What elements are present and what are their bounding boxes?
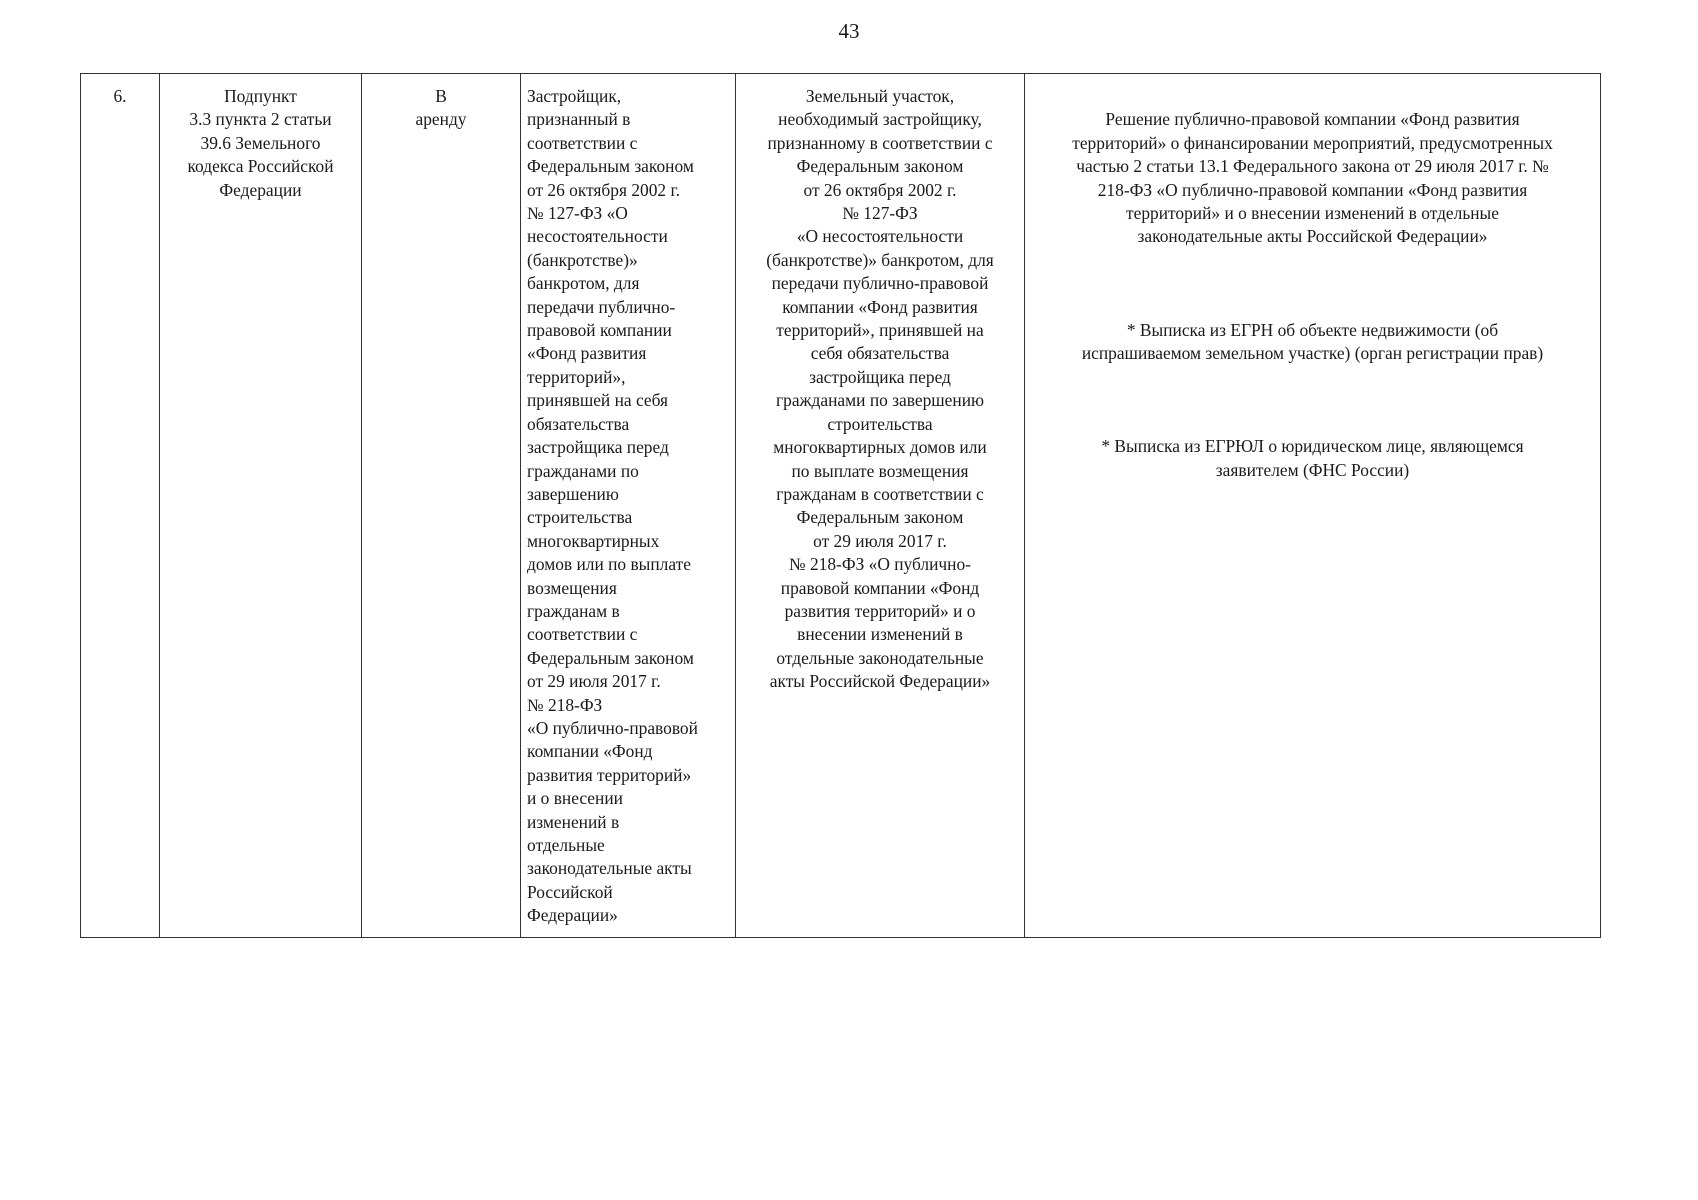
page-number: 43 — [838, 19, 860, 43]
land-plot-cell: Земельный участок, необходимый застройщику, признанному в соответствии с Федеральным законом от 26 октября 2002 г. № 127-ФЗ «О несостоятельности (банкротстве)» банкротом, для передачи публично-правовой компании «Фонд развития территорий», принявшей на себя обязательства застройщика перед гражданами по завершению строительства многоквартирных домов или по выплате возмещения гражданам в соответствии с Федеральным законом от 29 июля 2017 г. № 218-ФЗ «О публично- правовой компании «Фонд развития территорий» и о внесении изменений в отдельные законодательные акты Российской Федерации» — [736, 74, 1025, 938]
applicant-cell: Застройщик, признанный в соответствии с Федеральным законом от 26 октября 2002 г. № 127-ФЗ «О несостоятельности (банкротстве)» банкротом, для передачи публично- правовой компании «Фонд развития территорий», принявшей на себя обязательства застройщика перед гражданами по завершению строительства многоквартирных домов или по выплате возмещения гражданам в соответствии с Федеральным законом от 29 июля 2017 г. № 218-ФЗ «О публично-правовой компании «Фонд развития территорий» и о внесении изменений в отдельные законодательные акты Российской Федерации» — [521, 74, 736, 938]
table-row — [81, 74, 1601, 938]
document-item-egrn-extract: * Выписка из ЕГРН об объекте недвижимости (об испрашиваемом земельном участке) (орган регистрации прав) — [1081, 319, 1544, 364]
required-documents-cell — [1025, 74, 1601, 938]
document-item-decision: Решение публично-правовой компании «Фонд развития территорий» о финансировании мероприятий, предусмотренных частью 2 статьи 13.1 Федерального закона от 29 июля 2017 г. № 218-ФЗ «О публично-правовой компании «Фонд развития территорий» и о внесении изменений в отдельные законодательные акты Российской Федерации» — [1072, 109, 1553, 247]
document-item-egrul-extract: * Выписка из ЕГРЮЛ о юридическом лице, являющемся заявителем (ФНС России) — [1101, 436, 1524, 480]
legal-basis-cell: Подпункт 3.3 пункта 2 статьи 39.6 Земельного кодекса Российской Федерации — [160, 74, 362, 938]
provision-type-cell: В аренду — [362, 74, 521, 938]
land-provision-table — [80, 73, 1601, 938]
row-number-cell: 6. — [81, 74, 160, 938]
